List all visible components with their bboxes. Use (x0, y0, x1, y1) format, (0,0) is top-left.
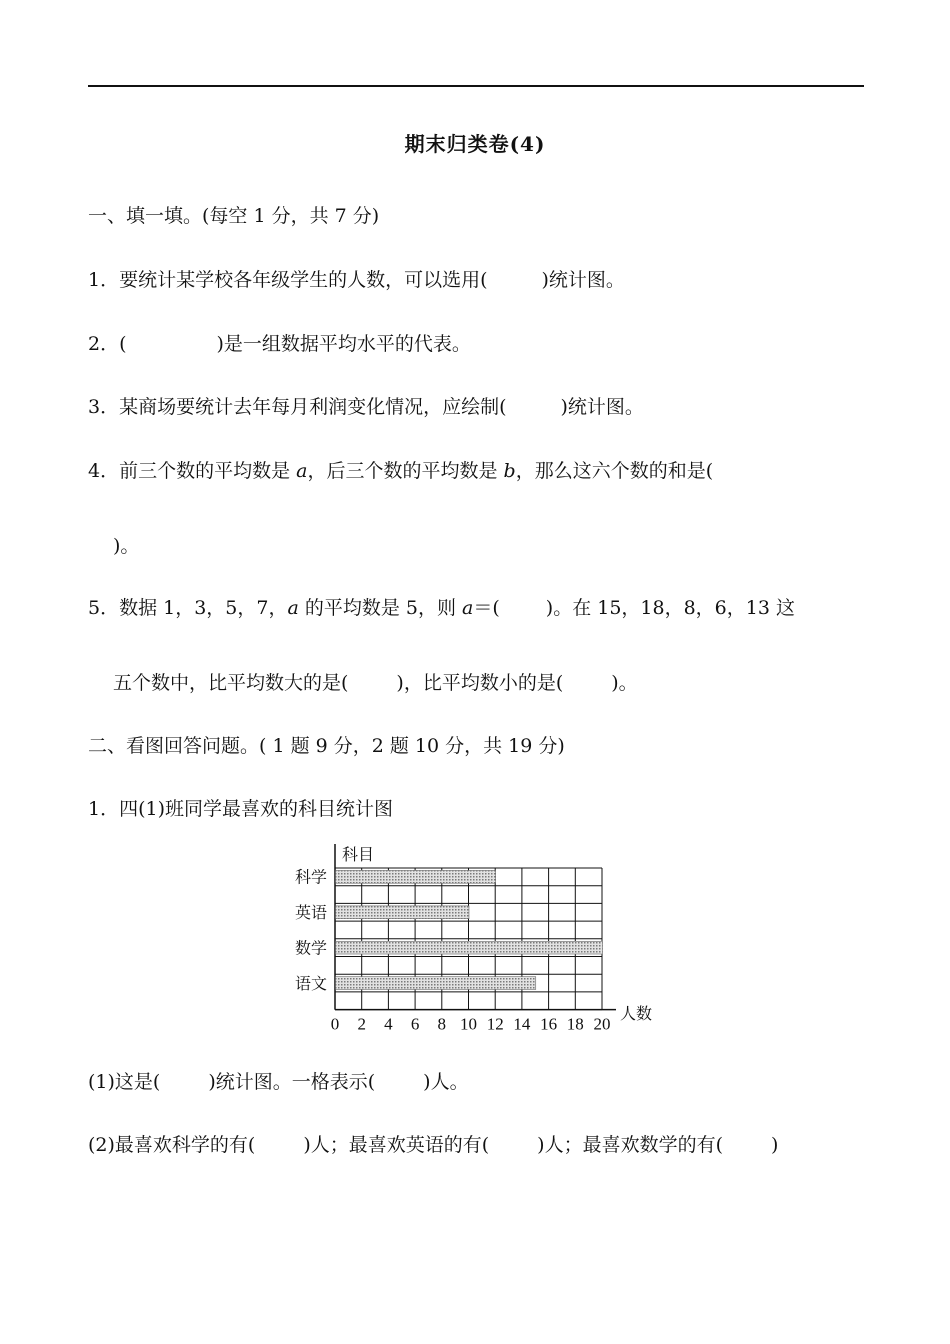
x-tick-label: 0 (330, 1014, 340, 1030)
question-2-2 (88, 1131, 778, 1159)
q4-var-a: a (296, 460, 308, 482)
bar-3 (336, 977, 536, 990)
q3-text-b: )统计图。 (560, 396, 644, 418)
q5-text-e: 五个数中，比平均数大的是( (113, 672, 349, 694)
x-tick-label: 12 (486, 1014, 504, 1030)
x-tick-label: 14 (513, 1014, 531, 1030)
question-1-5 (88, 594, 795, 622)
q5-var: a (287, 597, 299, 619)
section2-heading: 二、看图回答问题。( 1 题 9 分，2 题 10 分，共 19 分) (88, 735, 565, 757)
q1-text-b: )统计图。 (541, 269, 625, 291)
x-tick-label: 2 (357, 1014, 366, 1030)
q4-var-b: b (503, 460, 516, 482)
top-rule (88, 85, 864, 87)
page-title: 期末归类卷(4) (404, 132, 546, 156)
question-1-2 (88, 330, 471, 358)
y-axis-label: 科目 (342, 845, 375, 864)
sub2-text-a: (2)最喜欢科学的有( (88, 1134, 256, 1156)
x-axis-label: 人数 (620, 1004, 653, 1023)
q3-text-a: 3．某商场要统计去年每月利润变化情况，应绘制( (88, 396, 507, 418)
q2-text-b: )是一组数据平均水平的代表。 (216, 333, 471, 355)
q5-text-b: 的平均数是 5，则 (298, 597, 463, 619)
x-tick-label: 16 (540, 1014, 558, 1030)
bar-0 (336, 870, 496, 883)
question-1-5-cont (113, 669, 638, 697)
question-1-4-cont (113, 532, 139, 560)
question-2-1 (88, 1068, 469, 1096)
q4-text-b: ，后三个数的平均数是 (307, 460, 504, 482)
q4-text-a: 4．前三个数的平均数是 (88, 460, 297, 482)
x-tick-label: 6 (410, 1014, 420, 1030)
category-label: 数学 (295, 938, 328, 958)
q5-text-g: )。 (611, 672, 638, 694)
question-1-4 (88, 457, 713, 485)
section1-heading: 一、填一填。(每空 1 分，共 7 分) (88, 205, 380, 227)
bar-1 (336, 906, 470, 919)
q5-text-c: ＝( (473, 597, 500, 619)
question-1-1 (88, 266, 625, 294)
x-tick-label: 18 (566, 1014, 584, 1030)
subject-bar-chart (290, 840, 670, 1030)
q5-text-d: )。在 15，18，8，6，13 这 (545, 597, 795, 619)
category-label: 语文 (295, 973, 328, 993)
q4-text-c: ，那么这六个数的和是( (515, 460, 714, 482)
chart-svg (290, 840, 670, 1030)
category-label: 英语 (295, 903, 328, 923)
q2-text-a: 2．( (88, 333, 127, 355)
q5-var2: a (462, 597, 474, 619)
category-label: 科学 (295, 867, 328, 887)
x-tick-label: 4 (384, 1014, 393, 1030)
x-tick-label: 20 (593, 1014, 611, 1030)
sub2-text-c: )人；最喜欢数学的有( (537, 1134, 723, 1156)
sub1-text-c: )人。 (423, 1071, 469, 1093)
question-1-3 (88, 393, 644, 421)
sub1-text-b: )统计图。一格表示( (208, 1071, 376, 1093)
sub2-text-b: )人；最喜欢英语的有( (303, 1134, 490, 1156)
x-tick-label: 8 (437, 1014, 447, 1030)
q5-text-a: 5．数据 1，3，5，7， (88, 597, 288, 619)
x-tick-label: 10 (460, 1014, 477, 1030)
q5-text-f: )，比平均数小的是( (396, 672, 564, 694)
q4-text-d: )。 (113, 535, 140, 557)
q1-text-a: 1．要统计某学校各年级学生的人数，可以选用( (88, 269, 488, 291)
chart-question-title: 1．四(1)班同学最喜欢的科目统计图 (88, 798, 394, 820)
bar-2 (336, 941, 603, 954)
sub1-text-a: (1)这是( (88, 1071, 161, 1093)
sub2-text-d: ) (770, 1134, 779, 1156)
